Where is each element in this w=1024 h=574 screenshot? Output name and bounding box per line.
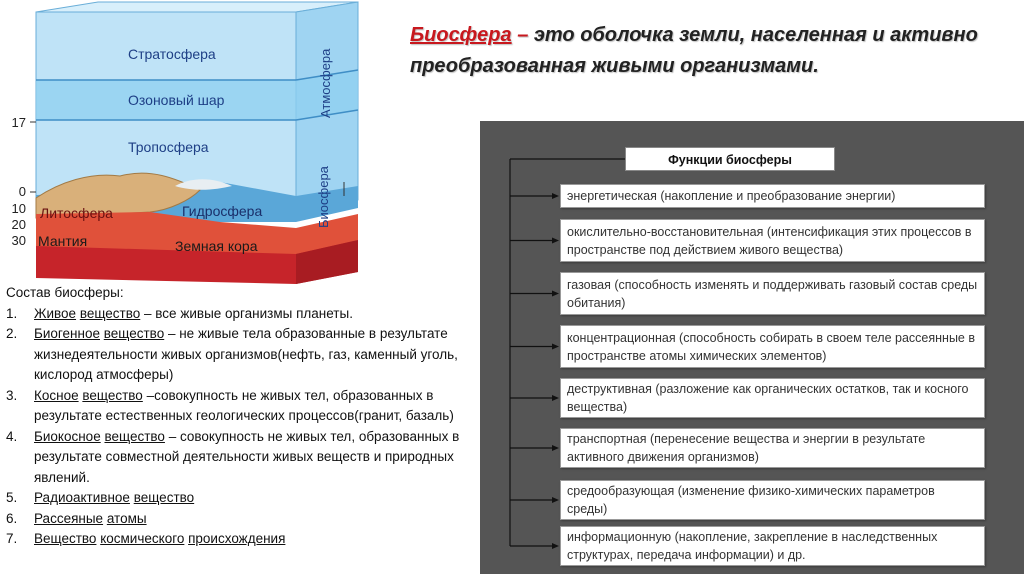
composition-item-part: Биогенное (34, 326, 100, 341)
composition-item-text (34, 427, 466, 489)
mantle-label: Мантия (38, 233, 88, 249)
composition-item-text (34, 324, 466, 386)
function-item (560, 272, 985, 315)
functions-header: Функции биосферы (625, 147, 835, 171)
function-item-text: энергетическая (накопление и преобразование энергии) (567, 189, 896, 203)
composition-item-text (34, 488, 194, 509)
stratosphere-label: Стратосфера (128, 46, 216, 62)
composition-item-part: атомы (106, 510, 147, 526)
page-title (410, 20, 1010, 82)
function-item (560, 184, 985, 208)
connector-arrow-icon (552, 291, 559, 297)
composition-item-text (34, 386, 466, 427)
composition-item (6, 386, 466, 427)
composition-item-part: Биокосное (34, 428, 101, 444)
composition-item (6, 304, 466, 325)
composition-item-number: 3. (6, 387, 18, 403)
function-item-text: деструктивная (разложение как органических остатков, так и косного вещества) (567, 382, 969, 414)
biosphere-side-label: Биосфера (316, 166, 331, 228)
composition-item-part: вещество (82, 387, 143, 403)
connector-arrow-icon (552, 497, 559, 503)
function-item (560, 526, 985, 566)
function-item (560, 219, 985, 262)
composition-item-part: Живое (34, 305, 77, 321)
composition-item-part: –совокупность не живых тел, образованных в результате естественных геологических процессов(гранит, базаль) (34, 387, 454, 423)
functions-panel (480, 121, 1024, 574)
composition-item-part: – совокупность не живых тел, образованных в результате совместной деятельности живых веществ и природных явлений. (34, 428, 460, 485)
title-term: Биосфера (410, 24, 512, 46)
composition-item-text (34, 529, 285, 550)
function-item-text: средообразующая (изменение физико-химических параметров среды) (567, 484, 935, 516)
connector-arrow-icon (552, 193, 559, 199)
function-item (560, 325, 985, 368)
composition-list (6, 304, 466, 550)
composition-item (6, 529, 466, 550)
function-item (560, 378, 985, 418)
function-item-text: информационную (накопление, закрепление в наследственных структурах, передача информации) и др. (567, 530, 938, 562)
composition-item (6, 509, 466, 530)
function-item-text: транспортная (перенесение вещества и энергии в результате активного движения организмов) (567, 432, 926, 464)
function-item (560, 480, 985, 520)
composition-heading-text: Состав биосферы (6, 285, 120, 300)
composition-item (6, 324, 466, 386)
connector-arrow-icon (552, 445, 559, 451)
composition-item-part: Рассеяные (34, 510, 104, 526)
composition-item-part: Косное (34, 387, 79, 403)
lithosphere-label: Литосфера (40, 205, 113, 221)
function-item-text: окислительно-восстановительная (интенсификация этих процессов в пространстве под действием живого вещества) (567, 224, 972, 257)
composition-item-part: вещество (103, 326, 165, 341)
composition-item-number: 6. (6, 510, 18, 526)
composition-item-number: 1. (6, 305, 18, 321)
connector-arrow-icon (552, 543, 559, 549)
composition-item (6, 427, 466, 489)
composition-item-part: Вещество (34, 531, 97, 546)
atmosphere-side-label: Атмосфера (318, 48, 333, 118)
title-definition: это оболочка земли, населенная и активно преобразованная живыми организмами. (410, 24, 978, 77)
biosphere-block-diagram (0, 0, 370, 290)
composition-item-text (34, 509, 147, 530)
composition-item-text (34, 304, 353, 325)
depth-30: 30 (11, 233, 26, 248)
composition-item-part: вещество (79, 305, 141, 321)
troposphere-label: Тропосфера (128, 139, 209, 155)
depth-17: 17 (11, 115, 26, 130)
composition-item (6, 488, 466, 509)
composition-item-part: вещество (104, 428, 165, 444)
composition-item-part: – не живые тела образованные в результате жизнедеятельности живых организмов(нефть, газ, каменный уголь, кислород атмосферы) (34, 326, 458, 382)
composition-item-part: происхождения (188, 531, 286, 546)
connector-arrow-icon (552, 238, 559, 244)
depth-20: 20 (11, 217, 26, 232)
composition-item-number: 7. (6, 531, 18, 546)
connector-arrow-icon (552, 344, 559, 350)
composition-heading: Состав биосферы: (6, 285, 124, 300)
ozone-label: Озоновый шар (128, 92, 225, 108)
function-item-text: концентрационная (способность собирать в своем теле рассеянные в пространстве атомы химических элементов) (567, 330, 975, 363)
crust-label: Земная кора (175, 238, 258, 254)
composition-item-part: – все живые организмы планеты. (140, 305, 353, 321)
function-item-text: газовая (способность изменять и поддерживать газовый состав среды обитания) (567, 277, 978, 310)
composition-section (6, 283, 466, 550)
composition-item-number: 2. (6, 326, 18, 341)
composition-item-part: Радиоактивное (34, 490, 130, 505)
title-dash: – (517, 24, 529, 46)
composition-item-number: 4. (6, 428, 18, 444)
composition-item-part: вещество (133, 490, 195, 505)
composition-item-part: космического (100, 531, 185, 546)
function-item (560, 428, 985, 468)
depth-10: 10 (11, 201, 26, 216)
composition-item-number: 5. (6, 490, 18, 505)
hydrosphere-label: Гидросфера (182, 203, 263, 219)
depth-0: 0 (18, 184, 26, 199)
connector-arrow-icon (552, 395, 559, 401)
